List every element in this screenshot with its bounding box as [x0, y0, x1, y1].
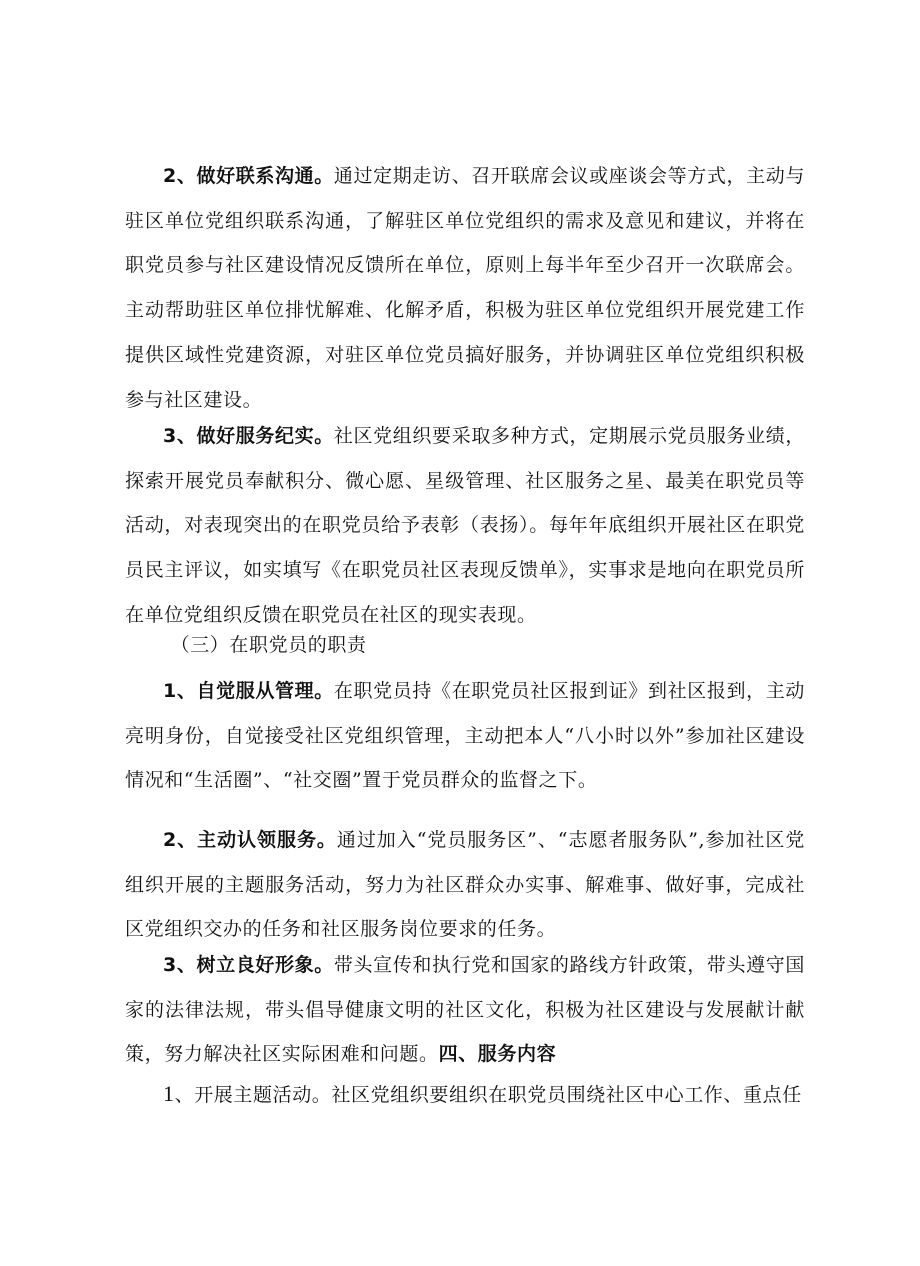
paragraph-theme-activities: [125, 1072, 805, 1118]
paragraph-service-record: [125, 414, 805, 638]
section-heading-inline: 四、服务内容: [438, 1043, 557, 1066]
paragraph-body: 在职党员持《在职党员社区报到证》到社区报到，主动亮明身份，自觉接受社区党组织管理，主动把本人“八小时以外”参加社区建设情况和“生活圈”、“社交圈”置于党员群众的监督之下。: [125, 680, 806, 792]
paragraph-lead: 2、主动认领服务。: [163, 829, 337, 851]
paragraph-lead: 1、自觉服从管理。: [163, 680, 334, 702]
paragraph-good-image: [125, 943, 805, 1077]
paragraph-body: 带头宣传和执行党和国家的路线方针政策，带头遵守国家的法律法规，带头倡导健康文明的社区文化，积极为社区建设与发展献计献策，努力解决社区实际困难和问题。: [125, 954, 806, 1066]
paragraph-body: 、开展主题活动。社区党组织要组织在职党员围绕社区中心工作、重点任: [174, 1084, 802, 1106]
paragraph-lead: 3、树立良好形象。: [163, 954, 334, 976]
list-number: 1: [163, 1081, 175, 1106]
paragraph-lead: 2、做好联系沟通。: [163, 165, 334, 187]
paragraph-liaison: [125, 154, 805, 422]
paragraph-claim-service: [125, 818, 805, 952]
section-heading: （三）在职党员的职责: [170, 634, 367, 656]
paragraph-body: 通过定期走访、召开联席会议或座谈会等方式，主动与驻区单位党组织联系沟通，了解驻区单位党组织的需求及意见和建议，并将在职党员参与社区建设情况反馈所在单位，原则上每半年至少召开一次联席会。主动帮助驻区单位排忧解难、化解矛盾，积极为驻区单位党组织开展党建工作提供区域性党建资源，对驻区单位党员搞好服务，并协调驻区单位党组织积极参与社区建设。: [125, 165, 806, 411]
paragraph-body: 通过加入“党员服务区”、“志愿者服务队”,参加社区党组织开展的主题服务活动，努力为社区群众办实事、解难事、做好事，完成社区党组织交办的任务和社区服务岗位要求的任务。: [125, 829, 805, 941]
paragraph-lead: 3、做好服务纪实。: [163, 425, 334, 447]
paragraph-obey-management: [125, 669, 805, 803]
paragraph-body: 社区党组织要采取多种方式，定期展示党员服务业绩，探索开展党员奉献积分、微心愿、星级管理、社区服务之星、最美在职党员等活动，对表现突出的在职党员给予表彰（表扬）。每年年底组织开展社区在职党员民主评议，如实填写《在职党员社区表现反馈单》，实事求是地向在职党员所在单位党组织反馈在职党员在社区的现实表现。: [125, 425, 806, 626]
